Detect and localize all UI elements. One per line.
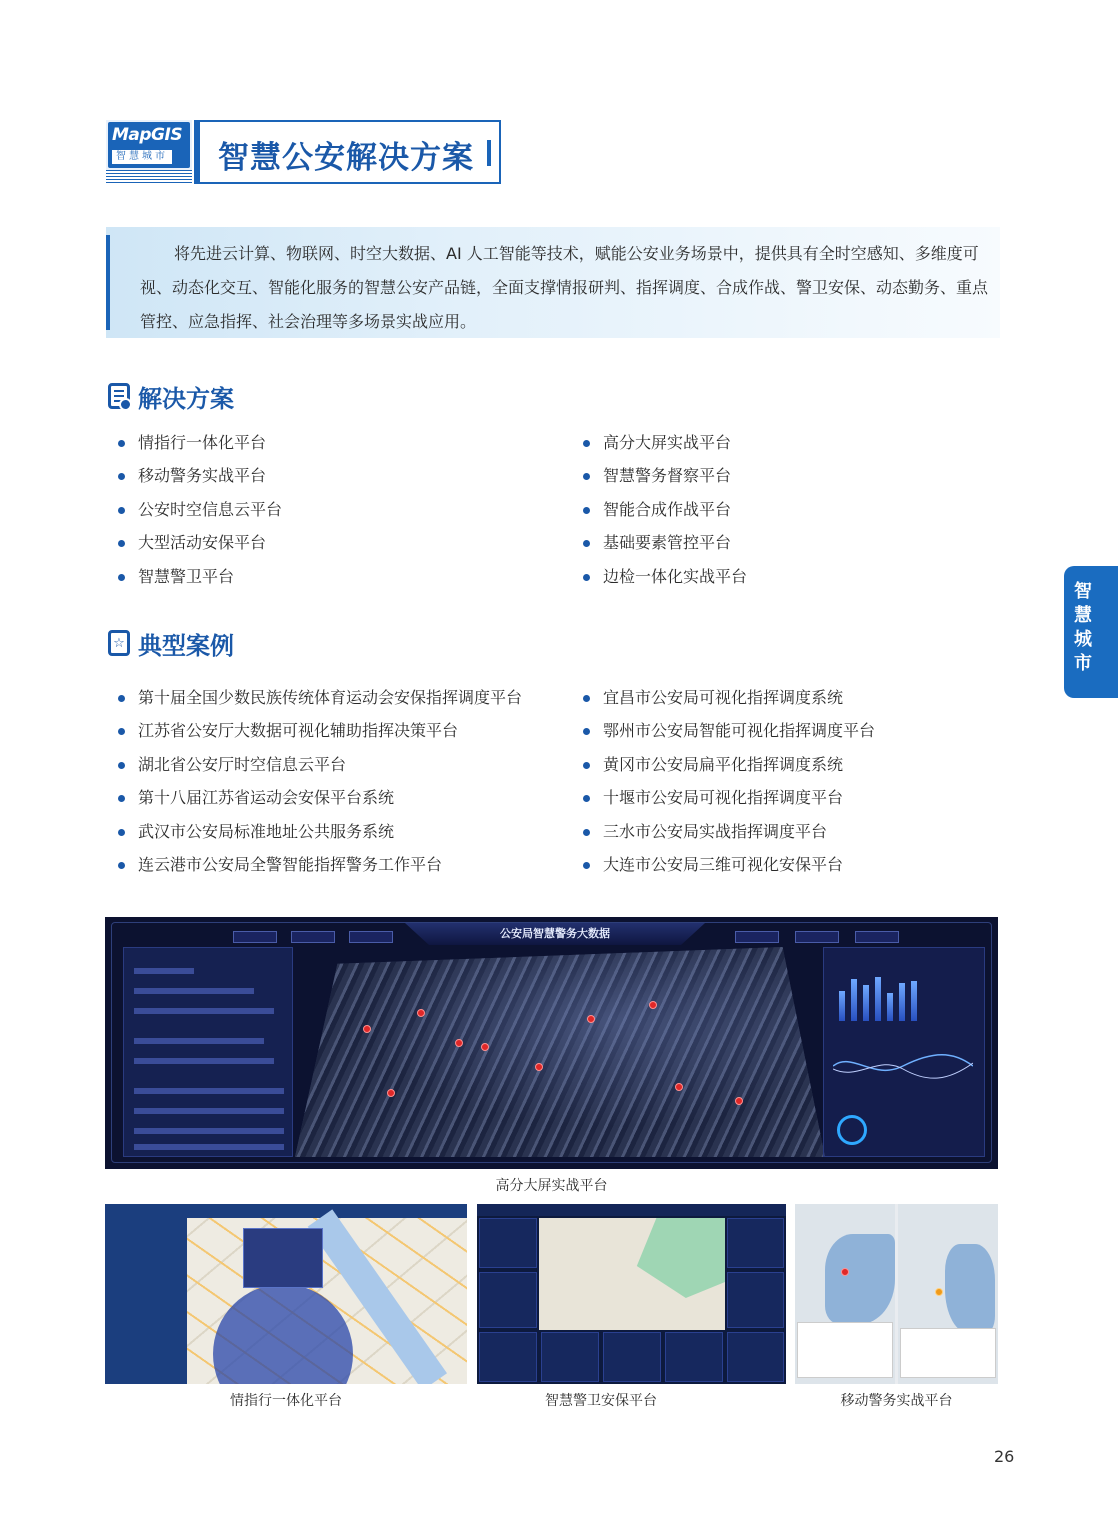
list-item: 大型活动安保平台: [118, 526, 558, 559]
chart-bar: [887, 993, 893, 1021]
screenshot-pane: [479, 1332, 537, 1382]
list-item: 第十届全国少数民族传统体育运动会安保指挥调度平台: [118, 681, 578, 714]
list-item: 智能合成作战平台: [583, 493, 983, 526]
screenshot-pane: [727, 1218, 784, 1268]
chart-bar: [839, 991, 845, 1021]
chart-bar: [863, 985, 869, 1021]
screenshot-popup: [243, 1228, 323, 1288]
screenshot-pane: [479, 1272, 537, 1328]
page-title: 智慧公安解决方案: [218, 140, 474, 176]
dashboard-bar-chart: [839, 975, 929, 1021]
solutions-title: 解决方案: [138, 383, 234, 413]
list-item: 连云港市公安局全警智能指挥警务工作平台: [118, 848, 578, 881]
cases-title: 典型案例: [138, 630, 234, 660]
panel-row: [134, 968, 194, 974]
list-item: 黄冈市公安局扁平化指挥调度系统: [583, 748, 983, 781]
list-item: 湖北省公安厅时空信息云平台: [118, 748, 578, 781]
dashboard-gauge: [837, 1115, 867, 1145]
star-badge-icon: ☆: [108, 630, 130, 656]
list-item: 宜昌市公安局可视化指挥调度系统: [583, 681, 983, 714]
panel-row: [134, 1144, 284, 1150]
chart-bar: [911, 981, 917, 1021]
map-pin-icon: [417, 1009, 425, 1017]
map-pin-icon: [535, 1063, 543, 1071]
panel-row: [134, 1108, 284, 1114]
list-item: 十堰市公安局可视化指挥调度平台: [583, 781, 983, 814]
dashboard-tab: [795, 931, 839, 943]
screenshot-card: [900, 1328, 996, 1378]
3d-city-model: [295, 947, 825, 1157]
dashboard-tab: [233, 931, 277, 943]
map-pin-icon: [363, 1025, 371, 1033]
logo-stripes: [106, 170, 192, 184]
list-item: 高分大屏实战平台: [583, 426, 983, 459]
list-item: 基础要素管控平台: [583, 526, 983, 559]
figure-caption-1: 情指行一体化平台: [230, 1393, 342, 1409]
chart-bar: [851, 979, 857, 1021]
screenshot-sidebar: [105, 1204, 187, 1384]
cases-heading: [108, 627, 234, 659]
list-item: 边检一体化实战平台: [583, 560, 983, 593]
list-item: 智慧警务督察平台: [583, 459, 983, 492]
dashboard-tab: [349, 931, 393, 943]
panel-row: [134, 1088, 284, 1094]
logo-badge: [108, 122, 190, 168]
map-pin-icon: [455, 1039, 463, 1047]
document-icon: [108, 383, 130, 409]
mobile-platform-screenshot: [795, 1204, 998, 1384]
list-item: 智慧警卫平台: [118, 560, 558, 593]
list-item: 移动警务实战平台: [118, 459, 558, 492]
list-item: 武汉市公安局标准地址公共服务系统: [118, 815, 578, 848]
list-item: 公安时空信息云平台: [118, 493, 558, 526]
big-figure-caption: 高分大屏实战平台: [495, 1178, 608, 1194]
panel-row: [134, 1058, 274, 1064]
dashboard-left-panel: [123, 947, 293, 1157]
screenshot-pane: [479, 1218, 537, 1268]
intro-text: 将先进云计算、物联网、时空大数据、AI 人工智能等技术，赋能公安业务场景中，提供具有全时空感知、多维度可视、动态化交互、智能化服务的智慧公安产品链，全面支撑情报研判、指挥调度、合成作战、警卫安保、动态勤务、重点管控、应急指挥、社会治理等多场景实战应用。: [140, 244, 989, 331]
dashboard-tab: [291, 931, 335, 943]
cases-list-left: [118, 681, 578, 881]
screenshot-card: [797, 1322, 893, 1378]
panel-row: [134, 988, 254, 994]
logo-subtitle: 智慧城市: [112, 150, 172, 164]
command-platform-screenshot: [105, 1204, 467, 1384]
screenshot-header: [477, 1204, 786, 1216]
screenshot-water: [945, 1244, 995, 1334]
solutions-list-left: [118, 426, 558, 593]
map-pin-icon: [387, 1089, 395, 1097]
map-pin-icon: [481, 1043, 489, 1051]
panel-row: [134, 1128, 284, 1134]
title-frame: [194, 120, 501, 184]
map-pin-icon: [587, 1015, 595, 1023]
dashboard-tab: [855, 931, 899, 943]
map-pin-icon: [735, 1097, 743, 1105]
side-tab-smart-city: [1064, 566, 1118, 698]
screenshot-pane: [603, 1332, 661, 1382]
map-pin-icon: [649, 1001, 657, 1009]
figure-caption-3: 移动警务实战平台: [840, 1393, 953, 1409]
screenshot-water: [825, 1234, 895, 1324]
mapgis-logo: [106, 120, 192, 184]
list-item: 三水市公安局实战指挥调度平台: [583, 815, 983, 848]
dashboard-title: 公安局智慧警务大数据: [500, 927, 610, 940]
map-pin-icon: [841, 1268, 849, 1276]
figure-caption-2: 智慧警卫安保平台: [545, 1393, 657, 1409]
solutions-heading: [108, 380, 234, 412]
side-tab-label: 智 慧 城 市: [1074, 581, 1092, 674]
screenshot-pane: [541, 1332, 599, 1382]
logo-brand: MapGIS: [112, 125, 183, 145]
solutions-list-right: [583, 426, 983, 593]
cases-list-right: [583, 681, 983, 881]
security-platform-screenshot: [477, 1204, 786, 1384]
list-item: 第十八届江苏省运动会安保平台系统: [118, 781, 578, 814]
list-item: 情指行一体化平台: [118, 426, 558, 459]
intro-band: [106, 227, 1000, 338]
screenshot-pane: [727, 1332, 784, 1382]
panel-row: [134, 1038, 264, 1044]
panel-row: [134, 1008, 274, 1014]
dashboard-screenshot: [105, 917, 998, 1169]
map-pin-icon: [675, 1083, 683, 1091]
list-item: 江苏省公安厅大数据可视化辅助指挥决策平台: [118, 714, 578, 747]
intro-accent-bar: [106, 235, 110, 330]
title-block: [106, 120, 501, 184]
screenshot-pane: [665, 1332, 723, 1382]
chart-bar: [899, 983, 905, 1021]
dashboard-wave-chart: [833, 1051, 973, 1081]
screenshot-pane: [727, 1272, 784, 1328]
page-number: 26: [994, 1447, 1015, 1466]
list-item: 大连市公安局三维可视化安保平台: [583, 848, 983, 881]
map-pin-icon: [935, 1288, 943, 1296]
dashboard-tab: [735, 931, 779, 943]
chart-bar: [875, 977, 881, 1021]
list-item: 鄂州市公安局智能可视化指挥调度平台: [583, 714, 983, 747]
